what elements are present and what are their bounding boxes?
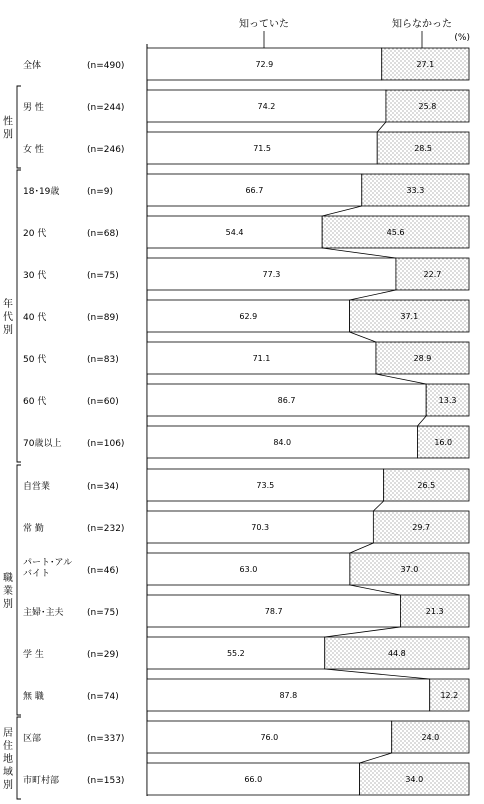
- value-label-unknown: 13.3: [438, 396, 457, 405]
- row-n: (n=60): [87, 397, 119, 407]
- group-label-char: 年: [3, 299, 13, 310]
- bar-connector: [350, 543, 374, 553]
- group-label-char: 域: [3, 767, 13, 778]
- row-label-cont: バイト: [23, 569, 51, 579]
- group-label-char: 別: [3, 780, 13, 791]
- value-label-known: 78.7: [264, 607, 283, 616]
- bar-connector: [350, 290, 396, 300]
- row-n: (n=246): [87, 145, 125, 155]
- group-label-char: 別: [3, 129, 13, 141]
- row-n: (n=337): [87, 734, 125, 744]
- row-n: (n=75): [87, 271, 119, 281]
- value-label-known: 66.0: [244, 775, 263, 784]
- row-n: (n=89): [87, 313, 119, 323]
- value-label-unknown: 26.5: [417, 481, 436, 490]
- value-label-known: 71.5: [253, 144, 272, 153]
- value-label-known: 77.3: [262, 270, 281, 279]
- value-label-unknown: 37.0: [400, 565, 419, 574]
- row-n: (n=490): [87, 61, 125, 71]
- value-label-known: 55.2: [226, 649, 245, 658]
- row-label: 市町村部: [23, 776, 60, 786]
- row-n: (n=34): [87, 482, 119, 492]
- value-label-unknown: 29.7: [412, 523, 431, 532]
- group-label-char: 別: [3, 599, 13, 610]
- value-label-known: 87.8: [279, 691, 298, 700]
- bar-connector: [325, 627, 401, 637]
- row-n: (n=74): [87, 692, 119, 702]
- group-label-char: 居: [3, 728, 13, 739]
- row-label: 自営業: [23, 482, 51, 492]
- group-label-char: 職: [3, 573, 13, 584]
- row-label: 常 勤: [23, 524, 44, 534]
- group-label-char: 別: [3, 325, 13, 336]
- row-label: 学 生: [23, 650, 44, 660]
- value-label-known: 73.5: [256, 481, 275, 490]
- value-label-unknown: 22.7: [423, 270, 442, 279]
- group-bracket: [17, 465, 21, 715]
- row-n: (n=68): [87, 229, 119, 239]
- value-label-unknown: 16.0: [434, 438, 453, 447]
- row-n: (n=29): [87, 650, 119, 660]
- unit-label: (%): [454, 33, 470, 43]
- row-label: 女 性: [23, 145, 44, 155]
- legend-known: 知っていた: [239, 19, 289, 30]
- row-label: 30 代: [23, 271, 47, 281]
- value-label-known: 62.9: [239, 312, 258, 321]
- bar-connector: [322, 248, 396, 258]
- row-label: 男 性: [23, 103, 44, 113]
- value-label-unknown: 21.3: [425, 607, 444, 616]
- row-label: 50 代: [23, 355, 47, 365]
- bar-connector: [373, 501, 383, 511]
- value-label-unknown: 33.3: [406, 186, 425, 195]
- row-label: パート･アル: [23, 558, 73, 568]
- value-label-known: 70.3: [251, 523, 270, 532]
- group-bracket: [17, 86, 21, 168]
- value-label-known: 54.4: [225, 228, 244, 237]
- value-label-known: 71.1: [252, 354, 271, 363]
- row-label: 区部: [23, 734, 42, 744]
- value-label-known: 72.9: [255, 60, 274, 69]
- group-label-char: 住: [3, 741, 13, 752]
- row-n: (n=106): [87, 439, 125, 449]
- value-label-unknown: 34.0: [405, 775, 424, 784]
- group-label-char: 業: [3, 586, 13, 597]
- row-n: (n=46): [87, 566, 119, 576]
- value-label-unknown: 25.8: [418, 102, 437, 111]
- bar-connector: [325, 669, 430, 679]
- bar-connector: [350, 585, 401, 595]
- value-label-known: 63.0: [239, 565, 258, 574]
- value-label-unknown: 44.8: [387, 649, 406, 658]
- row-n: (n=153): [87, 776, 125, 786]
- row-n: (n=83): [87, 355, 119, 365]
- row-label: 全体: [23, 61, 42, 71]
- bar-connector: [322, 206, 362, 216]
- value-label-unknown: 12.2: [440, 691, 459, 700]
- group-bracket: [17, 170, 21, 462]
- value-label-known: 86.7: [277, 396, 296, 405]
- group-label-char: 地: [3, 754, 13, 765]
- row-label: 主婦･主夫: [23, 608, 64, 618]
- group-label-char: 性: [3, 116, 13, 128]
- bar-connector: [376, 374, 426, 384]
- bar-connector: [350, 332, 376, 342]
- row-n: (n=232): [87, 524, 125, 534]
- bar-connector: [417, 416, 426, 426]
- row-label: 40 代: [23, 313, 47, 323]
- value-label-unknown: 45.6: [386, 228, 405, 237]
- row-n: (n=75): [87, 608, 119, 618]
- row-label: 20 代: [23, 229, 47, 239]
- row-label: 70歳以上: [23, 439, 62, 449]
- group-label-char: 代: [3, 312, 13, 323]
- row-n: (n=9): [87, 187, 113, 197]
- value-label-known: 84.0: [273, 438, 292, 447]
- row-n: (n=244): [87, 103, 125, 113]
- value-label-unknown: 24.0: [421, 733, 440, 742]
- value-label-known: 74.2: [257, 102, 276, 111]
- bar-connector: [377, 122, 386, 132]
- value-label-known: 76.0: [260, 733, 279, 742]
- value-label-unknown: 27.1: [416, 60, 435, 69]
- row-label: 無 職: [23, 692, 44, 702]
- value-label-unknown: 37.1: [400, 312, 419, 321]
- value-label-unknown: 28.5: [414, 144, 433, 153]
- group-bracket: [17, 717, 21, 799]
- row-label: 18･19歳: [23, 187, 60, 197]
- value-label-known: 66.7: [245, 186, 264, 195]
- value-label-unknown: 28.9: [413, 354, 432, 363]
- bar-connector: [360, 753, 392, 763]
- row-label: 60 代: [23, 397, 47, 407]
- legend-unknown: 知らなかった: [392, 19, 452, 30]
